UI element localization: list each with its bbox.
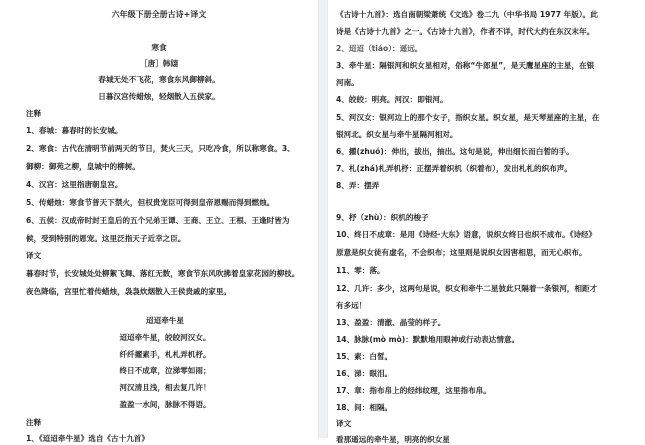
note-item: 御柳：御苑之柳，皇城中的柳树。	[26, 162, 140, 171]
note-item: 4、汉宫：这里指唐朝皇宫。	[26, 180, 123, 189]
note-item: 6、擢(zhuó)：伸出，拔出，抽出。这句是说，伸出细长而白皙的手。	[336, 147, 574, 156]
note-item: 诗是《古诗十九首》之一。《古诗十九首》，作者不详，时代大约在东汉末年。	[336, 27, 595, 36]
note-item: 14、脉脉(mò mò)：默默地用眼神或行动表达情意。	[336, 335, 520, 344]
page-gutter	[318, 0, 328, 438]
translation-line: 暮春时节，长安城处处柳絮飞舞、落红无数，寒食节东风吹拂着皇家花园的柳枝。	[26, 269, 300, 278]
note-item: 15、素：白皙。	[336, 352, 393, 361]
note-item: 河南。	[336, 78, 359, 87]
poem-line: 春城无处不飞花，寒食东风御柳斜。	[98, 75, 220, 84]
note-item: 13、盈盈：清澈、晶莹的样子。	[336, 318, 446, 327]
poem-title: 寒食	[151, 43, 167, 52]
note-item: 2、寒食：古代在清明节前两天的节日，焚火三天，只吃冷食，所以称寒食。3、	[26, 144, 295, 153]
poem-line: 盈盈一水间，脉脉不得语。	[119, 400, 211, 409]
poem-line: 日暮汉宫传蜡烛，轻烟散入五侯家。	[98, 92, 220, 101]
note-item: 16、涕：眼泪。	[336, 369, 393, 378]
poem-line: 纤纤擢素手，札札弄机杼。	[119, 350, 211, 359]
note-item: 5、河汉女：银河边上的那个女子，指织女星。织女星，是天琴星座的主星，在	[336, 113, 600, 122]
note-item: 18、间：相隔。	[336, 403, 393, 412]
document-page-right	[328, 0, 645, 444]
poem-line: 终日不成章，泣涕零如雨；	[119, 366, 211, 375]
note-item: 8、弄：摆弄	[336, 181, 380, 190]
document-title: 六年级下册全册古诗+译文	[111, 10, 207, 19]
note-item: 1、春城：暮春时的长安城。	[26, 126, 123, 135]
notes-heading: 注释	[26, 109, 42, 118]
notes-heading: 注释	[26, 418, 42, 427]
note-item: 12、几许：多少，这两句是说，织女和牵牛二星彼此只隔着一条银河，相距才	[336, 284, 598, 293]
poem-line: 迢迢牵牛星，皎皎河汉女。	[119, 333, 211, 342]
poem-author: ［唐］韩翃	[140, 59, 178, 68]
note-item: 《古诗十九首》：选自南朝梁萧统《文选》卷二九（中华书局 1977 年版）。此	[336, 10, 598, 19]
translation-heading: 译文	[336, 419, 352, 428]
note-item: 原意是织女徒有虚名，不会织布；这里则是说织女因害相思，而无心织布。	[336, 248, 587, 257]
note-item: 10、终日不成章：是用《诗经·大东》语意，说织女终日也织不成布。《诗经》	[336, 230, 597, 239]
translation-line: 夜色降临，宫里忙着传蜡烛，袅袅炊烟散入王侯贵戚的家里。	[26, 287, 232, 296]
note-item: 银河北。织女星与牵牛星隔河相对。	[336, 130, 458, 139]
note-item: 17、章：指布帛上的经纬纹理，这里指布帛。	[336, 386, 491, 395]
note-item: 11、零：落。	[336, 266, 385, 275]
note-item: 1、《迢迢牵牛星》选自《古十九首》	[26, 434, 149, 443]
note-item: 4、皎皎：明亮。河汉：即银河。	[336, 95, 448, 104]
document-page-left	[0, 0, 318, 443]
note-item: 2、迢迢（tiáo）：遥远。	[336, 44, 423, 53]
note-item: 5、传蜡烛：寒食节普天下禁火，但权贵宠臣可得到皇帝恩赐而得到燃烛。	[26, 198, 275, 207]
note-item: 9、杼（zhù）：织机的梭子	[336, 213, 429, 222]
note-item: 候，受到特别的恩宠。这里泛指天子近幸之臣。	[26, 234, 186, 243]
poem-line: 河汉清且浅，相去复几许！	[119, 383, 211, 392]
note-item: 7、札(zhá)札弄机杼：正摆弄着织机（织着布），发出札札的织布声。	[336, 164, 572, 173]
poem-title: 迢迢牵牛星	[146, 316, 184, 325]
note-item: 6、五侯：汉成帝时封王皇后的五个兄弟王谭、王商、王立、王根、王逢时皆为	[26, 216, 290, 225]
translation-heading: 译文	[26, 251, 42, 260]
note-item: 有多远！	[336, 301, 367, 310]
note-item: 3、牵牛星：隔银河和织女星相对，俗称“牛郎星”，是天鹰星座的主星，在银	[336, 61, 595, 70]
translation-line: 看那遥远的牵牛星，明亮的织女星	[336, 435, 450, 444]
